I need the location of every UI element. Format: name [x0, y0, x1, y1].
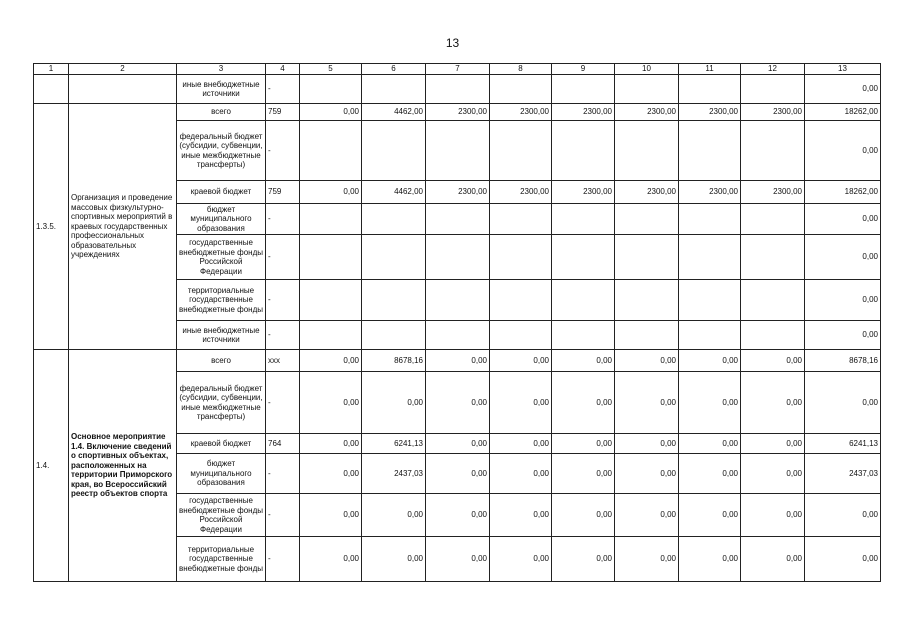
- table-row: [34, 104, 881, 121]
- year-value: [679, 235, 741, 280]
- grbs-code: xxx: [266, 350, 300, 372]
- year-value: [362, 280, 426, 321]
- year-value: [679, 121, 741, 181]
- year-value: 0,00: [552, 434, 615, 454]
- column-header: 9: [552, 64, 615, 75]
- section-name: [69, 75, 177, 104]
- total-value: 18262,00: [805, 104, 881, 121]
- year-value: 0,00: [552, 537, 615, 582]
- column-header: 6: [362, 64, 426, 75]
- year-value: 0,00: [741, 454, 805, 494]
- funding-source: территориальные государственные внебюджетные фонды: [177, 537, 266, 582]
- grbs-code: 764: [266, 434, 300, 454]
- year-value: 0,00: [300, 537, 362, 582]
- year-value: 2300,00: [552, 104, 615, 121]
- year-value: 0,00: [615, 372, 679, 434]
- year-value: 0,00: [490, 434, 552, 454]
- year-value: 0,00: [615, 454, 679, 494]
- table-body: [34, 64, 881, 582]
- total-value: 0,00: [805, 494, 881, 537]
- year-value: 0,00: [615, 350, 679, 372]
- grbs-code: -: [266, 494, 300, 537]
- section-code: 1.4.: [34, 350, 69, 582]
- year-value: [490, 204, 552, 235]
- year-value: [490, 235, 552, 280]
- column-header: 10: [615, 64, 679, 75]
- year-value: [615, 204, 679, 235]
- year-value: [741, 235, 805, 280]
- year-value: [615, 321, 679, 350]
- year-value: 0,00: [426, 372, 490, 434]
- year-value: 0,00: [490, 372, 552, 434]
- year-value: [552, 321, 615, 350]
- section-name: Основное мероприятие 1.4. Включение сведений о спортивных объектах, расположенных на территории Приморского края, во Всероссийский реестр объектов спорта: [69, 350, 177, 582]
- year-value: [300, 280, 362, 321]
- year-value: 0,00: [741, 537, 805, 582]
- year-value: 0,00: [426, 434, 490, 454]
- total-value: 0,00: [805, 372, 881, 434]
- total-value: 0,00: [805, 121, 881, 181]
- year-value: 6241,13: [362, 434, 426, 454]
- year-value: [426, 280, 490, 321]
- year-value: 0,00: [300, 350, 362, 372]
- year-value: 0,00: [490, 537, 552, 582]
- funding-source: бюджет муниципального образования: [177, 454, 266, 494]
- year-value: 0,00: [300, 181, 362, 204]
- year-value: [490, 280, 552, 321]
- year-value: 2300,00: [426, 104, 490, 121]
- year-value: 0,00: [552, 454, 615, 494]
- year-value: [426, 121, 490, 181]
- grbs-code: -: [266, 204, 300, 235]
- column-header: 1: [34, 64, 69, 75]
- funding-source: всего: [177, 350, 266, 372]
- year-value: 0,00: [741, 434, 805, 454]
- grbs-code: -: [266, 537, 300, 582]
- year-value: 2300,00: [679, 104, 741, 121]
- year-value: 0,00: [300, 494, 362, 537]
- year-value: [552, 121, 615, 181]
- year-value: [615, 235, 679, 280]
- funding-source: краевой бюджет: [177, 181, 266, 204]
- funding-source: федеральный бюджет (субсидии, субвенции, иные межбюджетные трансферты): [177, 121, 266, 181]
- column-header: 7: [426, 64, 490, 75]
- funding-source: государственные внебюджетные фонды Российской Федерации: [177, 235, 266, 280]
- column-header: 13: [805, 64, 881, 75]
- year-value: 0,00: [300, 434, 362, 454]
- column-header: 11: [679, 64, 741, 75]
- year-value: [426, 204, 490, 235]
- year-value: 2300,00: [741, 181, 805, 204]
- year-value: [679, 204, 741, 235]
- column-header: 4: [266, 64, 300, 75]
- year-value: 0,00: [426, 494, 490, 537]
- header-row: [34, 64, 881, 75]
- total-value: 18262,00: [805, 181, 881, 204]
- grbs-code: 759: [266, 181, 300, 204]
- year-value: [679, 280, 741, 321]
- year-value: [741, 204, 805, 235]
- column-header: 2: [69, 64, 177, 75]
- year-value: [362, 235, 426, 280]
- grbs-code: -: [266, 321, 300, 350]
- year-value: [741, 121, 805, 181]
- year-value: 0,00: [741, 350, 805, 372]
- total-value: 0,00: [805, 537, 881, 582]
- year-value: 0,00: [552, 350, 615, 372]
- year-value: 2300,00: [615, 181, 679, 204]
- year-value: 0,00: [300, 454, 362, 494]
- year-value: [679, 321, 741, 350]
- year-value: 2300,00: [741, 104, 805, 121]
- year-value: [615, 280, 679, 321]
- budget-table: [33, 63, 881, 582]
- funding-source: федеральный бюджет (субсидии, субвенции, иные межбюджетные трансферты): [177, 372, 266, 434]
- year-value: 0,00: [552, 372, 615, 434]
- year-value: [741, 280, 805, 321]
- grbs-code: -: [266, 121, 300, 181]
- grbs-code: -: [266, 280, 300, 321]
- grbs-code: -: [266, 454, 300, 494]
- total-value: 0,00: [805, 280, 881, 321]
- year-value: 0,00: [679, 372, 741, 434]
- column-header: 8: [490, 64, 552, 75]
- year-value: [300, 235, 362, 280]
- year-value: 0,00: [490, 350, 552, 372]
- grbs-code: 759: [266, 104, 300, 121]
- total-value: 6241,13: [805, 434, 881, 454]
- year-value: 0,00: [426, 537, 490, 582]
- total-value: 8678,16: [805, 350, 881, 372]
- year-value: 0,00: [426, 350, 490, 372]
- year-value: 0,00: [679, 537, 741, 582]
- year-value: [552, 204, 615, 235]
- grbs-code: -: [266, 75, 300, 104]
- year-value: 2300,00: [490, 104, 552, 121]
- total-value: 0,00: [805, 235, 881, 280]
- year-value: [300, 204, 362, 235]
- year-value: 0,00: [741, 494, 805, 537]
- year-value: [552, 75, 615, 104]
- column-header: 12: [741, 64, 805, 75]
- year-value: 0,00: [552, 494, 615, 537]
- year-value: [552, 235, 615, 280]
- total-value: 0,00: [805, 204, 881, 235]
- year-value: 2300,00: [426, 181, 490, 204]
- column-header: 3: [177, 64, 266, 75]
- year-value: 2300,00: [552, 181, 615, 204]
- year-value: [426, 235, 490, 280]
- year-value: 0,00: [741, 372, 805, 434]
- year-value: [741, 321, 805, 350]
- funding-source: иные внебюджетные источники: [177, 75, 266, 104]
- funding-source: всего: [177, 104, 266, 121]
- year-value: [362, 321, 426, 350]
- year-value: [615, 121, 679, 181]
- table-row: [34, 350, 881, 372]
- year-value: 8678,16: [362, 350, 426, 372]
- year-value: [426, 321, 490, 350]
- year-value: [490, 121, 552, 181]
- year-value: 0,00: [426, 454, 490, 494]
- year-value: 0,00: [615, 537, 679, 582]
- year-value: 0,00: [490, 454, 552, 494]
- year-value: [615, 75, 679, 104]
- funding-source: иные внебюджетные источники: [177, 321, 266, 350]
- year-value: [362, 204, 426, 235]
- year-value: [490, 321, 552, 350]
- year-value: [300, 75, 362, 104]
- year-value: 2300,00: [615, 104, 679, 121]
- year-value: [490, 75, 552, 104]
- year-value: [552, 280, 615, 321]
- year-value: 0,00: [679, 494, 741, 537]
- column-header: 5: [300, 64, 362, 75]
- page-number: 13: [445, 36, 460, 50]
- year-value: 0,00: [300, 104, 362, 121]
- total-value: 2437,03: [805, 454, 881, 494]
- year-value: 2437,03: [362, 454, 426, 494]
- year-value: 0,00: [615, 434, 679, 454]
- year-value: 0,00: [490, 494, 552, 537]
- funding-source: краевой бюджет: [177, 434, 266, 454]
- funding-source: государственные внебюджетные фонды Российской Федерации: [177, 494, 266, 537]
- section-code: 1.3.5.: [34, 104, 69, 350]
- year-value: [362, 75, 426, 104]
- section-code: [34, 75, 69, 104]
- funding-source: бюджет муниципального образования: [177, 204, 266, 235]
- year-value: [679, 75, 741, 104]
- grbs-code: -: [266, 372, 300, 434]
- year-value: 0,00: [362, 494, 426, 537]
- year-value: 4462,00: [362, 104, 426, 121]
- year-value: 0,00: [679, 454, 741, 494]
- year-value: 0,00: [362, 372, 426, 434]
- section-name: Организация и проведение массовых физкультурно-спортивных мероприятий в краевых государственных профессиональных образовательных учреждениях: [69, 104, 177, 350]
- funding-source: территориальные государственные внебюджетные фонды: [177, 280, 266, 321]
- year-value: 0,00: [300, 372, 362, 434]
- year-value: 2300,00: [679, 181, 741, 204]
- year-value: 0,00: [679, 434, 741, 454]
- year-value: [362, 121, 426, 181]
- year-value: [741, 75, 805, 104]
- year-value: 0,00: [679, 350, 741, 372]
- year-value: [300, 121, 362, 181]
- year-value: [426, 75, 490, 104]
- year-value: 4462,00: [362, 181, 426, 204]
- year-value: 0,00: [362, 537, 426, 582]
- total-value: 0,00: [805, 75, 881, 104]
- year-value: 0,00: [615, 494, 679, 537]
- grbs-code: -: [266, 235, 300, 280]
- year-value: [300, 321, 362, 350]
- total-value: 0,00: [805, 321, 881, 350]
- table-row: [34, 75, 881, 104]
- year-value: 2300,00: [490, 181, 552, 204]
